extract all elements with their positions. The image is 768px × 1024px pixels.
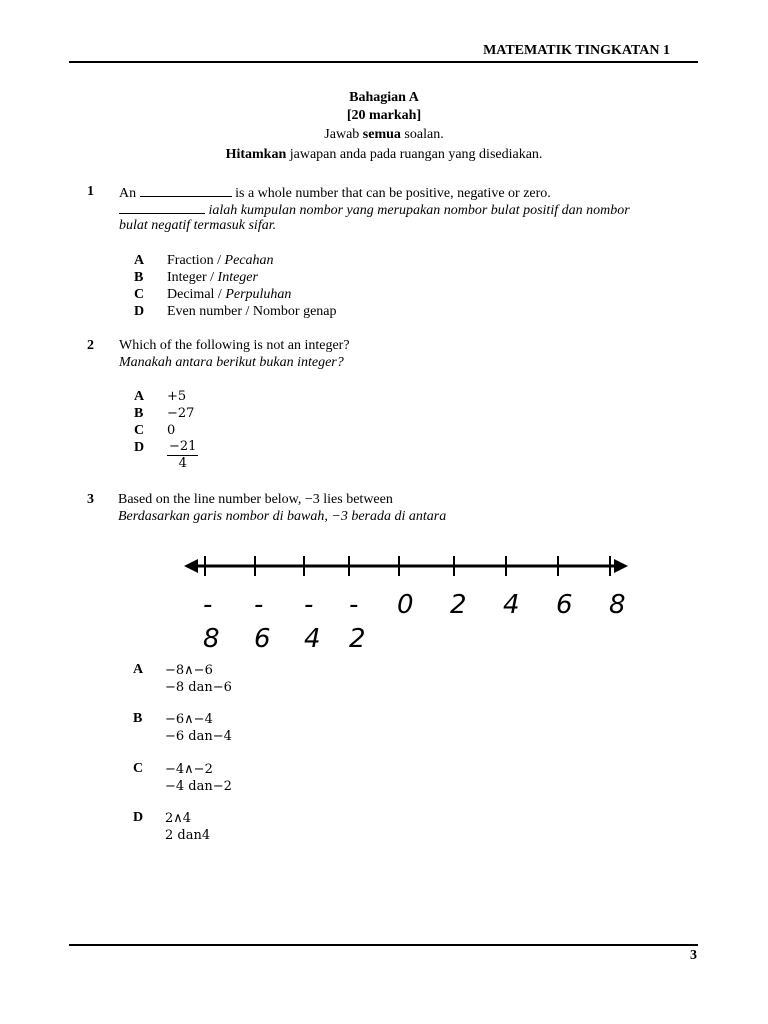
section-marks: [20 markah] bbox=[346, 108, 422, 123]
right-arrow-icon bbox=[614, 559, 628, 573]
tick-label: 8 bbox=[203, 624, 220, 654]
option-c[interactable]: C Decimal / Perpuluhan bbox=[134, 287, 292, 302]
tick-label: 2 bbox=[450, 590, 467, 620]
footer-rule bbox=[69, 944, 698, 946]
question-1-number: 1 bbox=[87, 184, 94, 199]
tick-label: - bbox=[203, 590, 213, 620]
question-2-malay: Manakah antara berikut bukan integer? bbox=[119, 355, 344, 370]
answer-blank bbox=[119, 201, 205, 214]
question-1-english: An is a whole number that can be positive, negative or zero. bbox=[119, 186, 551, 201]
option-b[interactable]: B −27 bbox=[134, 406, 195, 421]
question-1-options bbox=[134, 252, 337, 320]
instruction-1: Jawab semua soalan. bbox=[324, 127, 444, 142]
section-title: Bahagian A bbox=[349, 90, 419, 105]
question-2-english: Which of the following is not an integer? bbox=[119, 338, 350, 353]
tick-label: - bbox=[349, 590, 359, 620]
option-d[interactable]: D $\frac{-21}{4}$ bbox=[134, 439, 197, 471]
question-2-number: 2 bbox=[87, 338, 94, 353]
page-number: 3 bbox=[690, 948, 697, 963]
instruction-2: Hitamkan jawapan anda pada ruangan yang disediakan. bbox=[225, 147, 543, 162]
question-3-malay: Berdasarkan garis nombor di bawah, −3 berada di antara bbox=[118, 509, 447, 524]
tick-label: - bbox=[254, 590, 264, 620]
question-1-malay-line2: bulat negatif termasuk sifar. bbox=[119, 218, 277, 233]
question-2-options bbox=[134, 388, 197, 473]
option-a[interactable]: A Fraction / Pecahan bbox=[134, 253, 274, 268]
tick-label: 4 bbox=[503, 590, 520, 620]
option-a[interactable]: A +5 bbox=[134, 389, 187, 404]
tick-label: 8 bbox=[609, 590, 626, 620]
page-header-title: MATEMATIK TINGKATAN 1 bbox=[483, 43, 670, 58]
option-b[interactable]: B Integer / Integer bbox=[134, 270, 258, 285]
option-d[interactable]: D Even number / Nombor genap bbox=[134, 304, 337, 319]
header-rule bbox=[69, 61, 698, 63]
question-3-number: 3 bbox=[87, 492, 94, 507]
tick-label: 6 bbox=[254, 624, 271, 654]
tick-label: - bbox=[304, 590, 314, 620]
fraction: $\frac{-21}{4}$ bbox=[169, 439, 197, 471]
option-c[interactable]: C 0 bbox=[134, 423, 176, 438]
question-1-malay: ialah kumpulan nombor yang merupakan nombor bulat positif dan nombor bbox=[119, 201, 630, 219]
number-line bbox=[180, 548, 632, 588]
question-3-english: Based on the line number below, −3 lies between bbox=[118, 492, 393, 507]
tick-label: 4 bbox=[304, 624, 321, 654]
left-arrow-icon bbox=[184, 559, 198, 573]
answer-blank bbox=[140, 184, 232, 197]
tick-label: 6 bbox=[556, 590, 573, 620]
tick-label: 2 bbox=[349, 624, 366, 654]
tick-label: 0 bbox=[397, 590, 414, 620]
